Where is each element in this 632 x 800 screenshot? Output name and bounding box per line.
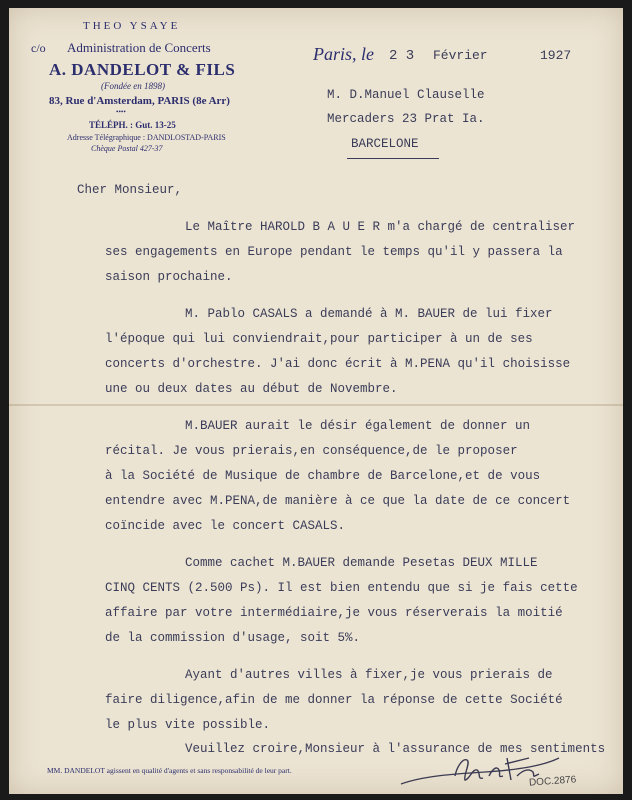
body-line: M.BAUER aurait le désir également de donner un <box>185 419 531 433</box>
body-line: Ayant d'autres villes à fixer,je vous prierais de <box>185 668 553 682</box>
doc-number: DOC.2876 <box>528 774 577 789</box>
salutation: Cher Monsieur, <box>77 183 183 197</box>
recipient-underline <box>347 158 439 159</box>
letter-page <box>9 8 623 794</box>
letterhead-dots: •••• <box>116 108 126 116</box>
letterhead-address: 83, Rue d'Amsterdam, PARIS (8e Arr) <box>49 95 230 107</box>
body-line: faire diligence,afin de me donner la réponse de cette Société <box>105 693 563 707</box>
body-line: à la Société de Musique de chambre de Barcelone,et de vous <box>105 469 541 483</box>
body-line: affaire par votre intermédiaire,je vous réserverais la moitié <box>105 606 563 620</box>
fold-line <box>9 404 623 406</box>
body-line: le plus vite possible. <box>105 718 271 732</box>
body-line: coïncide avec le concert CASALS. <box>105 519 346 533</box>
dateline-year: 1927 <box>540 48 572 63</box>
letterhead-admin: Administration de Concerts <box>67 40 211 55</box>
recipient-line-3: BARCELONE <box>351 137 419 151</box>
body-line: de la commission d'usage, soit 5%. <box>105 631 361 645</box>
body-line: entendre avec M.PENA,de manière à ce que la date de ce concert <box>105 494 571 508</box>
body-line: M. Pablo CASALS a demandé à M. BAUER de lui fixer <box>185 307 553 321</box>
recipient-line-1: M. D.Manuel Clauselle <box>327 88 485 102</box>
recipient-line-2: Mercaders 23 Prat Ia. <box>327 112 485 126</box>
body-line: CINQ CENTS (2.500 Ps). Il est bien entendu que si je fais cette <box>105 581 578 595</box>
body-line: concerts d'orchestre. J'ai donc écrit à M.PENA qu'il choisisse <box>105 357 571 371</box>
footer-note: MM. DANDELOT agissent en qualité d'agents et sans responsabilité de leur part. <box>47 766 292 775</box>
dateline-month: Février <box>433 48 488 63</box>
body-line: saison prochaine. <box>105 270 233 284</box>
letterhead-name: THEO YSAYE <box>83 20 181 32</box>
body-line: ses engagements en Europe pendant le temps qu'il y passera la <box>105 245 563 259</box>
body-line: l'époque qui lui conviendrait,pour participer à un de ses <box>105 332 533 346</box>
body-line: Veuillez croire,Monsieur à l'assurance de mes sentiments <box>185 742 606 756</box>
letterhead-phone: TÉLÉPH. : Gut. 13-25 <box>89 120 176 130</box>
body-line: Le Maître HAROLD B A U E R m'a chargé de centraliser <box>185 220 576 234</box>
dateline-place: Paris, le <box>313 44 374 64</box>
letterhead-firm: A. DANDELOT & FILS <box>49 60 236 79</box>
letterhead-telegraph: Adresse Télégraphique : DANDLOSTAD-PARIS <box>67 133 226 142</box>
letterhead-cheque: Chèque Postal 427-37 <box>91 144 163 153</box>
dateline-day: 2 3 <box>389 48 415 64</box>
letterhead-co: c/o <box>31 41 46 55</box>
body-line: récital. Je vous prierais,en conséquence,de le proposer <box>105 444 518 458</box>
letterhead-founded: (Fondée en 1898) <box>101 81 165 91</box>
body-line: une ou deux dates au début de Novembre. <box>105 382 398 396</box>
body-line: Comme cachet M.BAUER demande Pesetas DEUX MILLE <box>185 556 538 570</box>
